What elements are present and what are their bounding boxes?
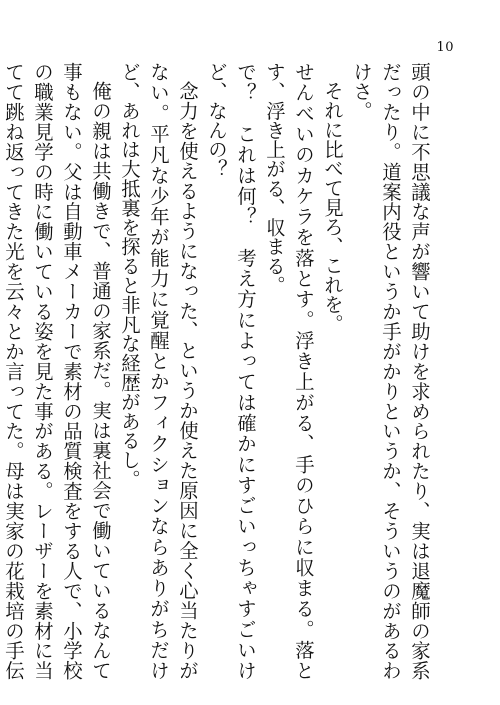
vertical-text-block — [2, 62, 434, 680]
paragraph-1: 頭の中に不思議な声が響いて助けを求められたり、実は退魔師の家系だったり。道案内役というか手がかりというか、そういうのがあるわけさ。 — [350, 62, 431, 680]
paragraph-5: 念力を使えるようになった、というか使えた原因に全く心当たりがない。平凡な少年が能力に覚醒とかフィクションならありがちだけど、あれは大抵裏を探ると非凡な経歴があるし。 — [118, 62, 199, 680]
paragraph-6: 俺の親は共働きで、普通の家系だ。実は裏社会で働いているなんて事もない。父は自動車メーカーで素材の品質検査をする人で、小学校の職業見学の時に働いている姿を見た事がある。レーザーを素材に当てて跳ね返ってきた光を云々とか言ってた。母は実家の花栽培の手伝 — [2, 62, 112, 680]
paragraph-2: それに比べて見ろ、これを。 — [321, 81, 344, 334]
paragraph-4: で？ これは何？ 考え方によっては確かにすごいっちゃすごいけど、なんの？ — [205, 62, 257, 680]
paragraph-3: せんべいのカケラを落とす。浮き上がる、手のひらに収まる。落とす、浮き上がる、収まる。 — [263, 62, 315, 680]
page-number: 10 — [436, 40, 454, 55]
